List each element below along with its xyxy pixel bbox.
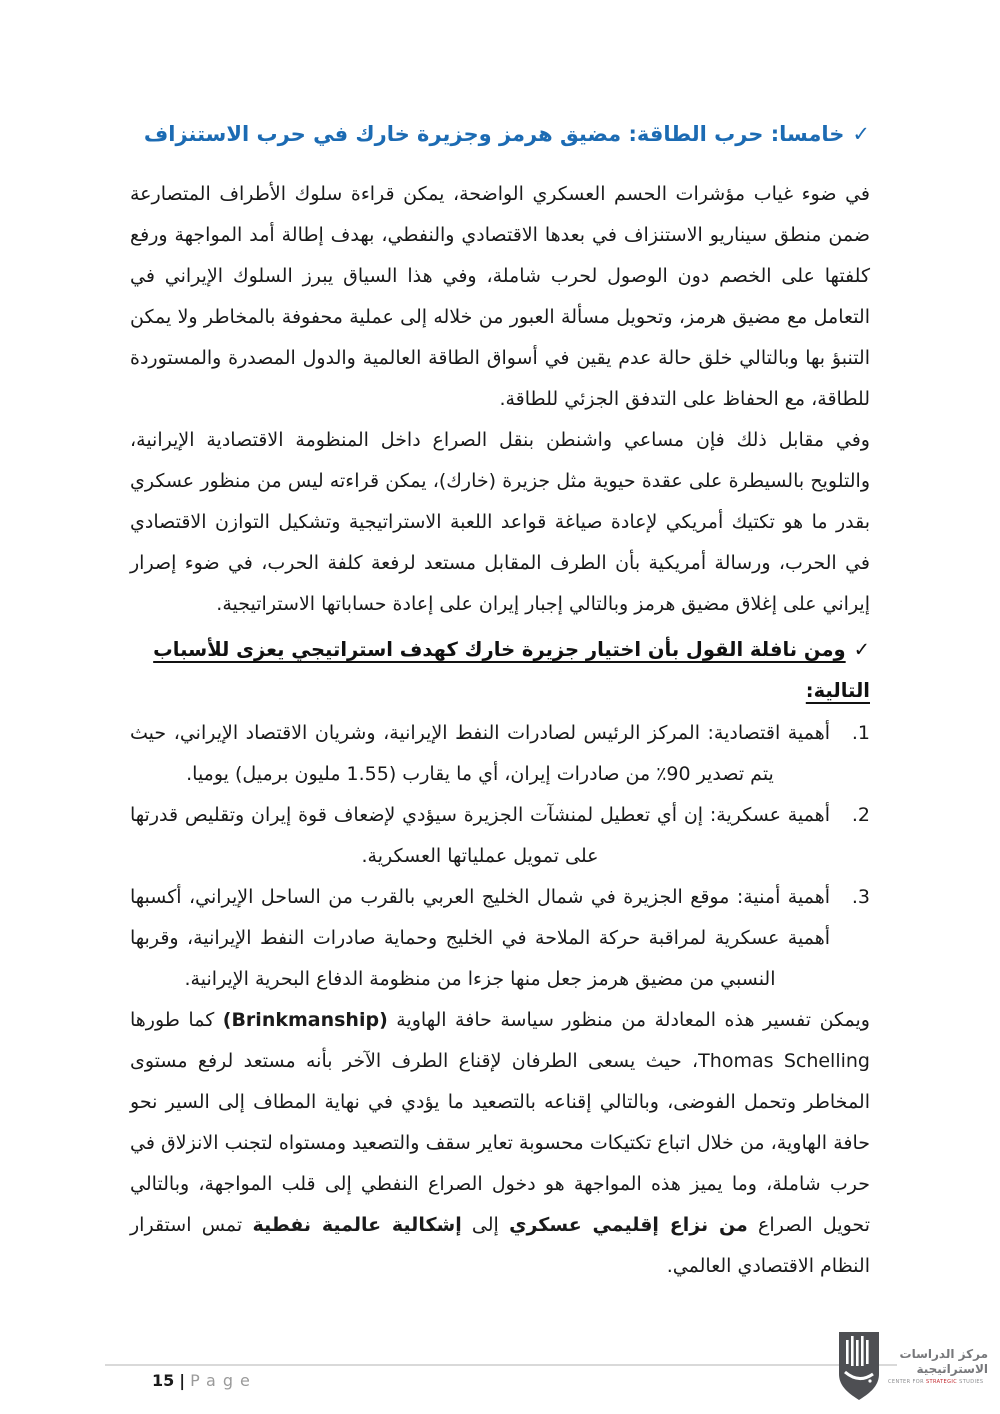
paragraph-brinkmanship [130,1000,870,1287]
list-item-number: 3. [851,886,870,908]
list-item-number: 1. [851,722,870,744]
logo-arabic-line1: مركز الدراسات [899,1347,988,1361]
p3-bold-global-oil-problem: إشكالية عالمية نفطية [252,1214,462,1236]
logo-arabic-line2: الاستراتيجية [916,1362,988,1376]
footer-separator: | [179,1371,186,1390]
p3-text: كما طورها [130,1009,223,1031]
logo-english-post: STUDIES [957,1379,984,1385]
p3-text: ويمكن تفسير هذه المعادلة من منظور سياسة حافة الهاوية [387,1009,870,1031]
page-number: 15 [152,1371,175,1390]
p3-schelling-name: Thomas Schelling [698,1050,870,1072]
list-item-text: أهمية أمنية: موقع الجزيرة في شمال الخليج العربي بالقرب من الساحل الإيراني، أكسبها أهمية عسكرية لمراقبة حركة الملاحة في الخليج وحماية صادرات النفط الإيرانية، وقربها النسبي من مضيق هرمز جعل منها جزءا من منظومة الدفاع البحرية الإيرانية. [130,886,830,990]
list-item-text: أهمية عسكرية: إن أي تعطيل لمنشآت الجزيرة سيؤدي لإضعاف قوة إيران وتقليص قدرتها على تمويل عملياتها العسكرية. [130,804,830,867]
logo-english-pre: CENTER FOR [888,1379,926,1385]
page-content [130,116,870,1287]
reasons-list [130,713,870,1000]
p3-bold-regional-conflict: من نزاع إقليمي عسكري [509,1214,748,1236]
p3-brinkmanship-term: (Brinkmanship) [222,1009,388,1031]
page-word: Page [190,1371,257,1390]
paragraph-washington-efforts: وفي مقابل ذلك فإن مساعي واشنطن بنقل الصراع داخل المنظومة الاقتصادية الإيرانية، والتلويح بالسيطرة على عقدة حيوية مثل جزيرة (خارك)، يمكن قراءته ليس من منظور عسكري بقدر ما هو تكتيك أمريكي لإعادة صياغة قواعد اللعبة الاستراتيجية وتشكيل التوازن الاقتصادي في الحرب، ورسالة أمريكية بأن الطرف المقابل مستعد لرفعة كلفة الحرب، في ضوء إصرار إيراني على إغلاق مضيق هرمز وبالتالي إجبار إيران على إعادة حساباتها الاستراتيجية. [130,429,870,615]
checkmark-icon: ✓ [852,122,870,146]
list-item [130,877,870,1000]
page-number-footer [152,1370,257,1392]
sub-heading [130,629,870,711]
shield-logo-icon [837,1330,881,1402]
list-item-text: أهمية اقتصادية: المركز الرئيس لصادرات النفط الإيرانية، وشريان الاقتصاد الإيراني، حيث يتم تصدير 90٪ من صادرات إيران، أي ما يقارب (1.55 مليون برميل) يوميا. [130,722,830,785]
sub-heading-text: ومن نافلة القول بأن اختيار جزيرة خارك كهدف استراتيجي يعزى للأسباب التالية: [153,638,870,702]
list-item [130,713,870,795]
checkmark-icon: ✓ [853,638,870,661]
section-heading [130,116,870,152]
logo-text [888,1347,988,1385]
center-logo [837,1330,988,1402]
list-item [130,795,870,877]
p3-text: تمس استقرار النظام الاقتصادي العالمي. [130,1214,870,1277]
section-heading-text: خامسا: حرب الطاقة: مضيق هرمز وجزيرة خارك في حرب الاستنزاف [143,122,845,146]
p3-text: إلى [461,1214,510,1236]
paragraph-attrition-scenario: في ضوء غياب مؤشرات الحسم العسكري الواضحة، يمكن قراءة سلوك الأطراف المتصارعة ضمن منطق سيناريو الاستنزاف في بعدها الاقتصادي والنفطي، بهدف إطالة أمد المواجهة ورفع كلفتها على الخصم دون الوصول لحرب شاملة، وفي هذا السياق يبرز السلوك الإيراني في التعامل مع مضيق هرمز، وتحويل مسألة العبور من خلاله إلى عملية محفوفة بالمخاطر ولا يمكن التنبؤ بها وبالتالي خلق حالة عدم يقين في أسواق الطاقة العالمية والدول المصدرة والمستوردة للطاقة، مع الحفاظ على التدفق الجزئي للطاقة. [130,183,870,410]
logo-english-strategic: STRATEGIC [925,1379,958,1385]
footer-divider [105,1364,897,1366]
p3-text: ، حيث يسعى الطرفان لإقناع الطرف الآخر بأنه مستعد لرفع مستوى المخاطر وتحمل الفوضى، وبالتالي إقناعه بالتصعيد ما يؤدي في نهاية المطاف إلى السير نحو حافة الهاوية، من خلال اتباع تكتيكات محسوبة تعاير سقف والتصعيد ومستواه لتجنب الانزلاق في حرب شاملة، وما يميز هذه المواجهة هو دخول الصراع النفطي إلى قلب المواجهة، وبالتالي تحويل الصراع [130,1050,870,1236]
logo-english-line [888,1379,988,1385]
list-item-number: 2. [851,804,870,826]
